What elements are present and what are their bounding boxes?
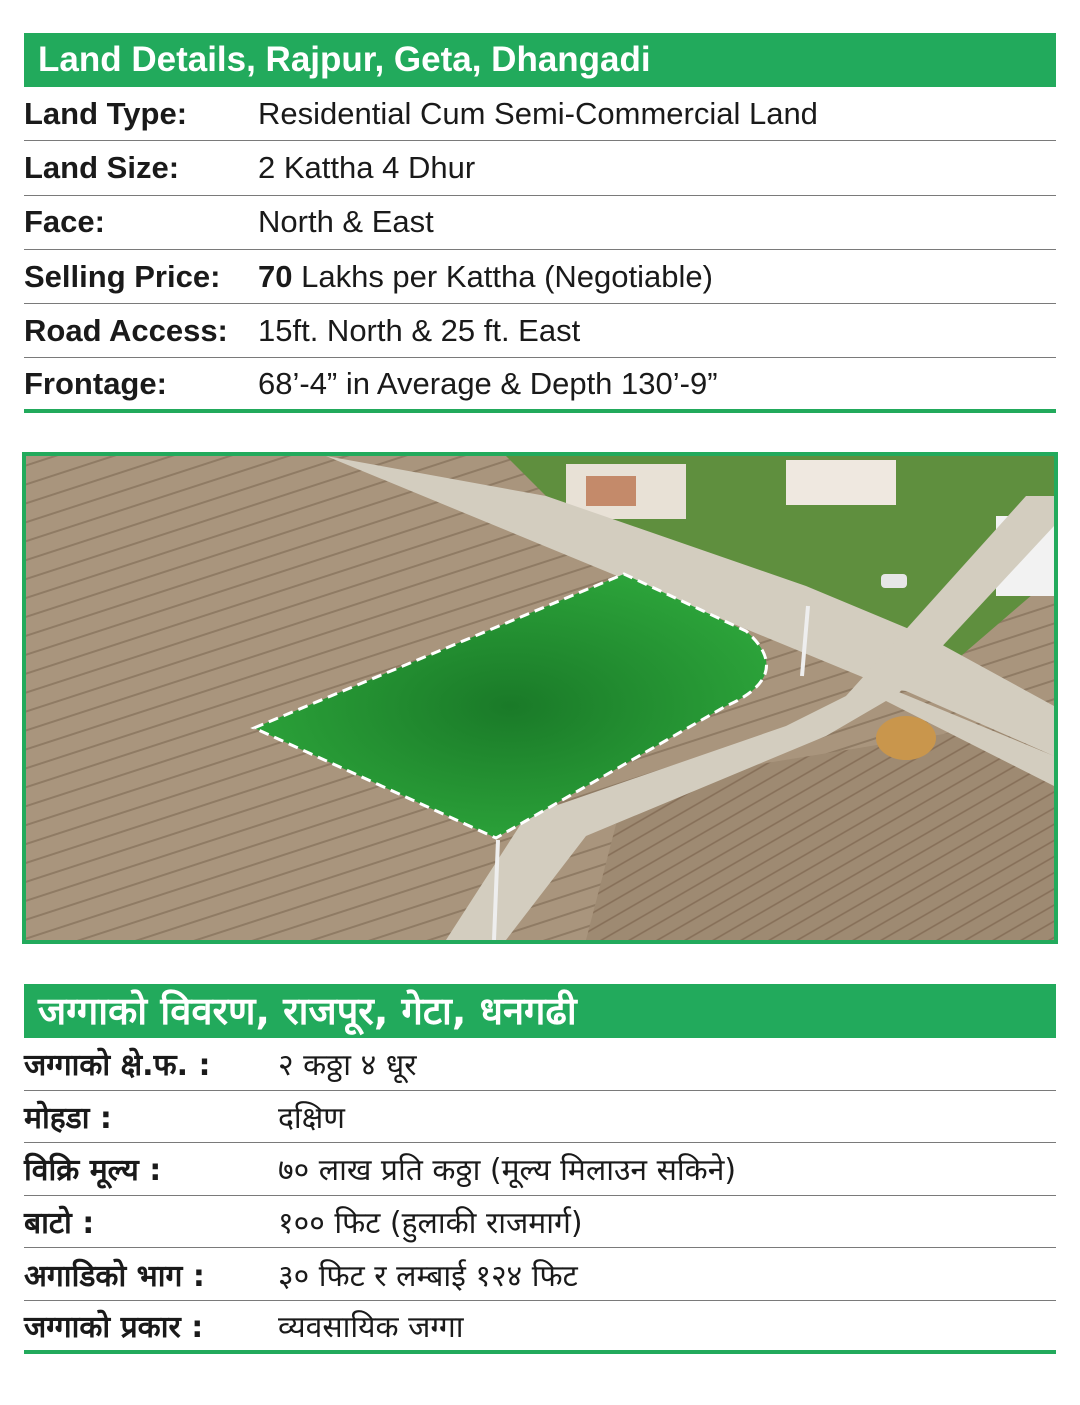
value: ७० लाख प्रति कठ्ठा (मूल्य मिलाउन सकिने) [278,1153,737,1189]
value: Residential Cum Semi-Commercial Land [258,95,818,131]
row-land-type [24,1301,1056,1354]
value: 68’-4” in Average & Depth 130’-9” [258,365,718,401]
house-roof [586,476,636,506]
row-area [24,1038,1056,1091]
house [786,460,896,505]
row-frontage [24,358,1056,412]
label: अगाडिको भाग : [24,1258,205,1294]
row-road-access [24,304,1056,358]
value: 15ft. North & 25 ft. East [258,312,581,348]
label: Land Type: [24,95,188,131]
label: विक्रि मूल्य : [24,1153,162,1189]
haystack [876,716,936,760]
english-details-table [24,33,1056,413]
price-number: 70 [258,258,293,294]
row-face [24,196,1056,250]
english-title: Land Details, Rajpur, Geta, Dhangadi [24,33,1056,87]
value [258,259,1056,295]
label: Road Access: [24,312,228,348]
aerial-illustration [26,456,1054,940]
label: Selling Price: [24,258,221,294]
value: 2 Kattha 4 Dhur [258,149,476,185]
price-text: Lakhs per Kattha (Negotiable) [292,258,713,294]
row-selling-price [24,1143,1056,1196]
label: Land Size: [24,149,180,185]
row-frontage [24,1248,1056,1301]
aerial-plot-photo [22,452,1058,944]
label: जग्गाको क्षे.फ. : [24,1048,211,1084]
row-selling-price [24,250,1056,304]
nepali-details-table [24,984,1056,1354]
row-road [24,1196,1056,1249]
label: जग्गाको प्रकार : [24,1309,204,1345]
value: North & East [258,204,434,240]
value: दक्षिण [278,1100,345,1136]
value: २ कठ्ठा ४ धूर [278,1048,417,1084]
label: मोहडा : [24,1100,112,1136]
value: १०० फिट (हुलाकी राजमार्ग) [278,1206,583,1242]
car [881,574,907,588]
label: बाटो : [24,1206,95,1242]
label: Frontage: [24,365,167,401]
value: व्यवसायिक जग्गा [278,1309,464,1345]
label: Face: [24,204,105,240]
nepali-title: जग्गाको विवरण, राजपूर, गेटा, धनगढी [24,984,1056,1038]
row-land-type [24,87,1056,141]
row-face [24,1091,1056,1144]
value: ३० फिट र लम्बाई १२४ फिट [278,1258,578,1294]
row-land-size [24,141,1056,195]
